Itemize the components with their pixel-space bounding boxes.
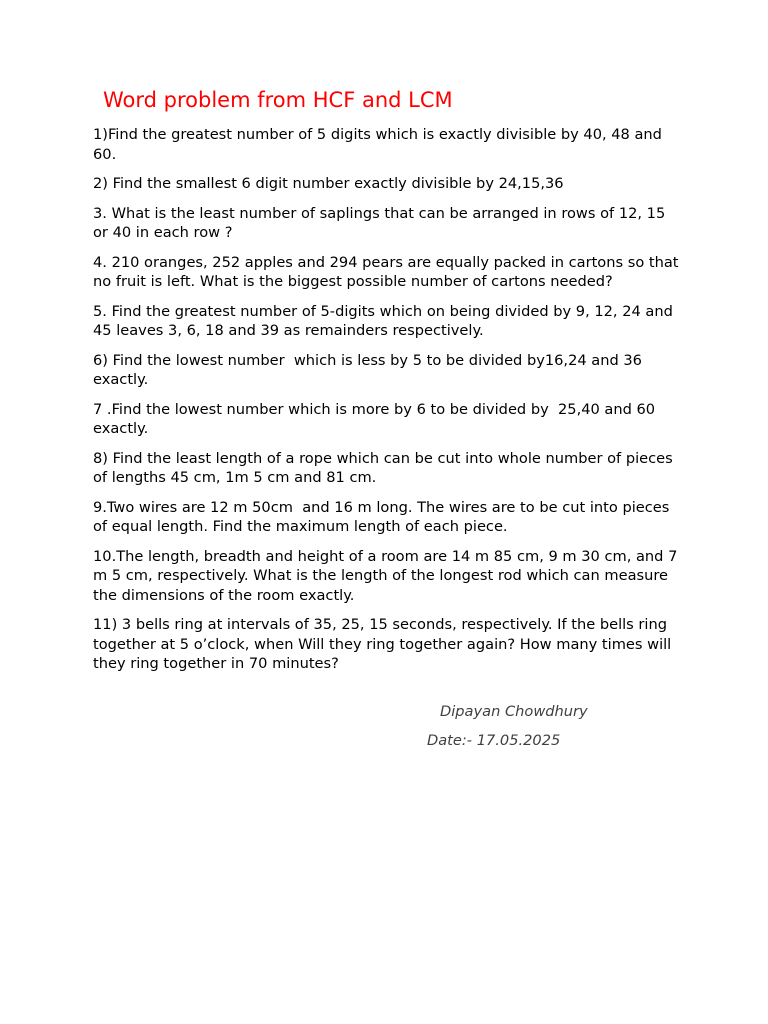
question-2: 2) Find the smallest 6 digit number exactly divisible by 24,15,36 (93, 175, 564, 192)
question-11: 11) 3 bells ring at intervals of 35, 25, 15 seconds, respectively. If the bells ring together at 5 o’clock, when Will they ring together again? How many times will they ring together in 70 minutes? (93, 616, 676, 672)
question-1: 1)Find the greatest number of 5 digits which is exactly divisible by 40, 48 and 60. (93, 126, 667, 163)
question-3: 3. What is the least number of saplings that can be arranged in rows of 12, 15 or 40 in each row ? (93, 204, 670, 241)
question-10: 10.The length, breadth and height of a room are 14 m 85 cm, 9 m 30 cm, and 7 m 5 cm, respectively. What is the length of the longest rod which can measure the dimensions of the room exactly. (93, 547, 683, 604)
question-6: 6) Find the lowest number which is less by 5 to be divided by16,24 and 36 exactly. (93, 351, 647, 388)
document-date: Date:- 17.05.2025 (427, 732, 561, 749)
question-5: 5. Find the greatest number of 5-digits which on being divided by 9, 12, 24 and 45 leaves 3, 6, 18 and 39 as remainders respectively. (93, 302, 678, 339)
question-7: 7 .Find the lowest number which is more by 6 to be divided by 25,40 and 60 exactly. (93, 400, 660, 437)
question-8: 8) Find the least length of a rope which can be cut into whole number of pieces of lengths 45 cm, 1m 5 cm and 81 cm. (93, 449, 678, 486)
question-9: 9.Two wires are 12 m 50cm and 16 m long. The wires are to be cut into pieces of equal length. Find the maximum length of each piece. (93, 498, 674, 535)
author-name: Dipayan Chowdhury (440, 703, 588, 720)
question-4: 4. 210 oranges, 252 apples and 294 pears are equally packed in cartons so that no fruit is left. What is the biggest possible number of cartons needed? (93, 253, 684, 290)
document-title: Word problem from HCF and LCM (103, 88, 453, 112)
question-list (93, 125, 683, 684)
